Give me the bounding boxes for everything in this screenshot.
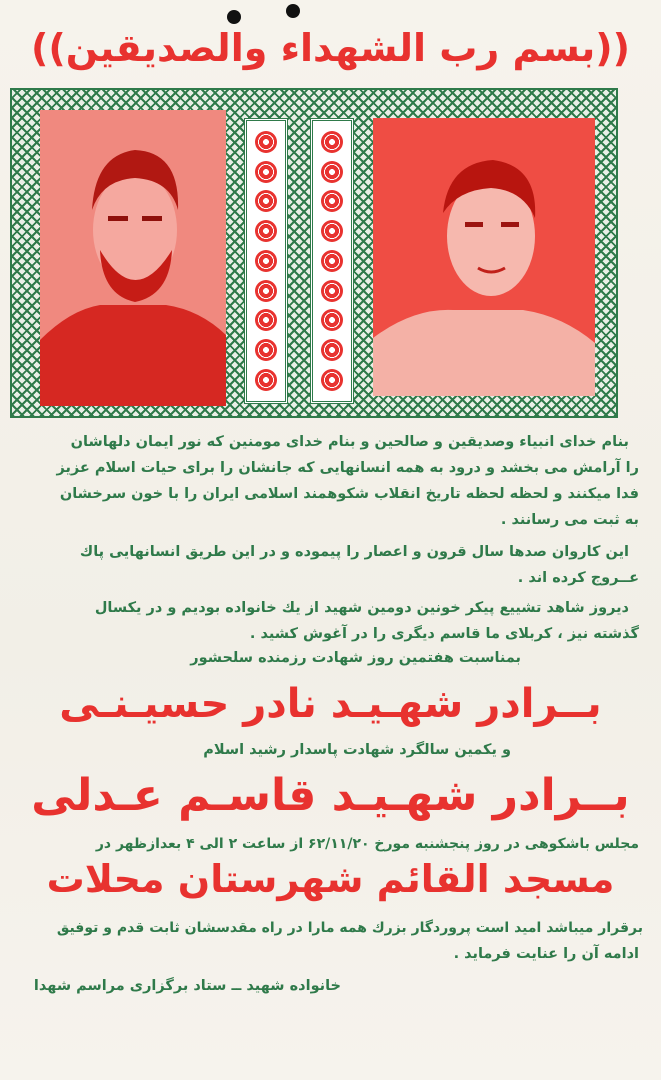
flower-ornament bbox=[321, 250, 343, 272]
photo-left bbox=[40, 110, 226, 406]
text-line: عــروج کرده اند . bbox=[517, 570, 639, 586]
text-line: گذشته نیز ، کربلای ما قاسم دیگری را در آغوش کشید . bbox=[249, 626, 639, 642]
ornament-strip-right bbox=[310, 118, 354, 404]
text-line: ادامه آن را عنایت فرماید . bbox=[453, 946, 639, 962]
flower-ornament bbox=[321, 280, 343, 302]
flower-ornament bbox=[321, 161, 343, 183]
flower-ornament bbox=[321, 309, 343, 331]
flower-ornament bbox=[321, 131, 343, 153]
photo-right bbox=[373, 118, 595, 396]
text-line: به ثبت می رسانند . bbox=[500, 512, 639, 528]
poster-title: ((بسم رب الشهداء والصدیقین)) bbox=[30, 26, 631, 70]
text-line: بنام خدای انبیاء وصدیقین و صالحین و بنام خدای مومنین که نور ایمان دلهاشان bbox=[70, 434, 629, 450]
flower-ornament bbox=[321, 369, 343, 391]
text-line: بمناسبت هفتمین روز شهادت رزمنده سلحشور bbox=[190, 650, 521, 666]
venue-name: مسجد القائم شهرستان محلات bbox=[46, 857, 615, 901]
portrait-left-graphic bbox=[40, 110, 226, 406]
signature: خانواده شهید ــ ستاد برگزاری مراسم شهدا bbox=[33, 978, 341, 994]
flower-ornament bbox=[255, 339, 277, 361]
text-line: و یکمین سالگرد شهادت پاسدار رشید اسلام bbox=[203, 742, 511, 758]
ornament-strip-left bbox=[244, 118, 288, 404]
text-line: فدا میکنند و لحظه لحظه تاریخ انقلاب شکوهمند اسلامی ایران را با خون سرخشان bbox=[59, 486, 639, 502]
text-line: این کاروان صدها سال قرون و اعصار را پیموده و در این طریق انسانهایی پاك bbox=[79, 544, 629, 560]
flower-ornament bbox=[255, 161, 277, 183]
text-line: را آرامش می بخشد و درود به همه انسانهایی که جانشان را برای حیات اسلام عزیز bbox=[56, 460, 639, 476]
flower-ornament bbox=[255, 131, 277, 153]
flower-ornament bbox=[321, 220, 343, 242]
portrait-right-graphic bbox=[373, 118, 595, 396]
text-line: دیروز شاهد تشییع پیکر خونین دومین شهید از یك خانواده بودیم و در یکسال bbox=[94, 600, 629, 616]
ink-dot bbox=[286, 4, 300, 18]
text-line: مجلس باشکوهی در روز پنجشنبه مورخ ۶۲/۱۱/۲۰ از ساعت ۲ الی ۴ بعدازظهر در bbox=[95, 836, 639, 852]
flower-ornament bbox=[255, 190, 277, 212]
flower-ornament bbox=[255, 250, 277, 272]
flower-ornament bbox=[255, 280, 277, 302]
flower-ornament bbox=[255, 309, 277, 331]
flower-ornament bbox=[255, 369, 277, 391]
flower-ornament bbox=[321, 190, 343, 212]
text-line: برقرار میباشد امید است پروردگار بزرك همه مارا در راه مقدسشان ثابت قدم و توفیق bbox=[56, 920, 643, 936]
martyr-name-1: بــرادر شهـیـد نادر حسیـنـی bbox=[59, 681, 602, 727]
flower-ornament bbox=[321, 339, 343, 361]
flower-ornament bbox=[255, 220, 277, 242]
martyr-name-2: بــرادر شهـیـد قاسـم عـدلی bbox=[31, 770, 630, 821]
